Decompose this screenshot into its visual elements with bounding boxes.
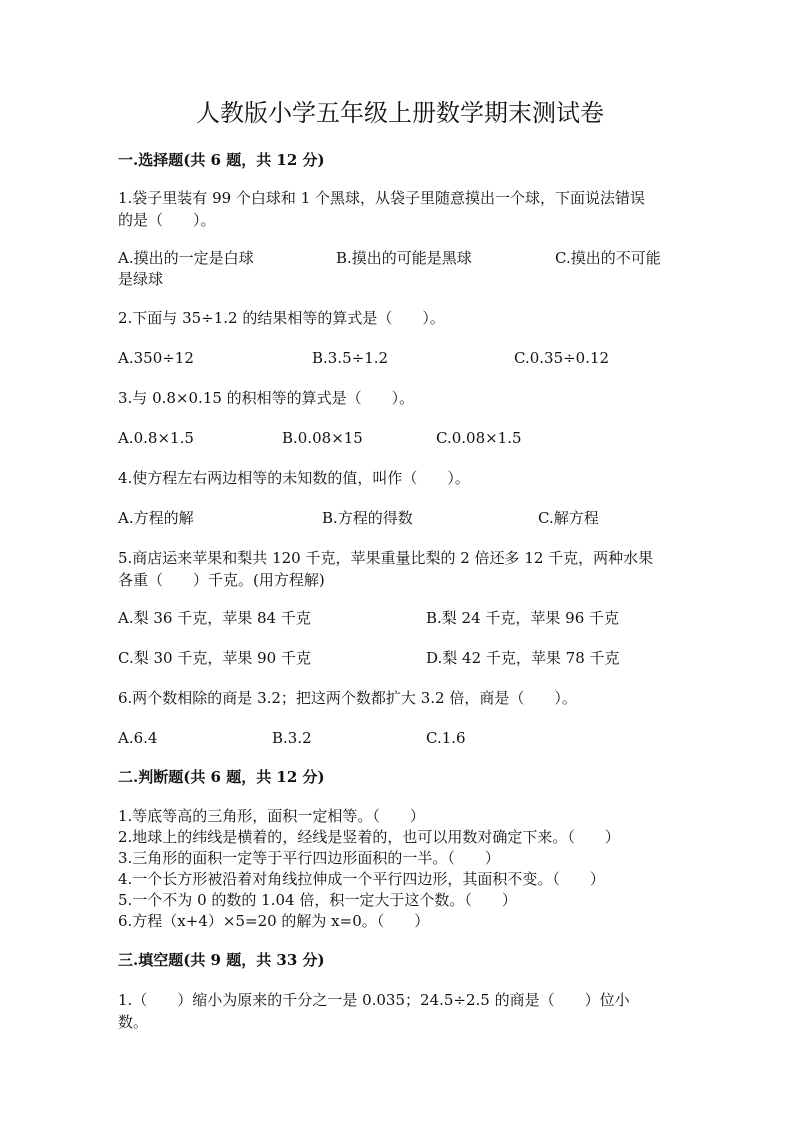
section-heading-fill: 三.填空题(共 9 题，共 33 分) bbox=[118, 951, 325, 969]
question-text: 的是（ ）。 bbox=[118, 211, 216, 229]
section-heading-choice: 一.选择题(共 6 题，共 12 分) bbox=[118, 151, 325, 169]
option-c: C.0.35÷0.12 bbox=[514, 349, 610, 367]
question-text: 数。 bbox=[118, 1013, 149, 1031]
option-a: A.6.4 bbox=[118, 729, 158, 747]
option-a: A.方程的解 bbox=[118, 509, 194, 527]
judgement-item: 1.等底等高的三角形，面积一定相等。（ ） bbox=[118, 807, 425, 825]
option-c-continued: 是绿球 bbox=[118, 270, 164, 288]
option-c: C.摸出的不可能 bbox=[555, 249, 661, 267]
option-a: A.摸出的一定是白球 bbox=[118, 249, 254, 267]
judgement-item: 3.三角形的面积一定等于平行四边形面积的一半。（ ） bbox=[118, 849, 500, 867]
option-a: A.梨 36 千克，苹果 84 千克 bbox=[118, 609, 311, 627]
judgement-item: 4.一个长方形被沿着对角线拉伸成一个平行四边形，其面积不变。（ ） bbox=[118, 870, 605, 888]
question-text: 5.商店运来苹果和梨共 120 千克，苹果重量比梨的 2 倍还多 12 千克，两种水果 bbox=[118, 549, 654, 567]
option-b: B.3.5÷1.2 bbox=[312, 349, 389, 367]
option-c: C.梨 30 千克，苹果 90 千克 bbox=[118, 649, 311, 667]
question-text: 2.下面与 35÷1.2 的结果相等的算式是（ ）。 bbox=[118, 309, 445, 327]
option-b: B.摸出的可能是黑球 bbox=[336, 249, 472, 267]
option-c: C.1.6 bbox=[426, 729, 466, 747]
option-c: C.0.08×1.5 bbox=[436, 429, 522, 447]
option-b: B.3.2 bbox=[272, 729, 312, 747]
question-text: 4.使方程左右两边相等的未知数的值，叫作（ ）。 bbox=[118, 469, 470, 487]
page-title: 人教版小学五年级上册数学期末测试卷 bbox=[196, 99, 604, 127]
question-text: 6.两个数相除的商是 3.2；把这两个数都扩大 3.2 倍，商是（ ）。 bbox=[118, 689, 577, 707]
option-a: A.350÷12 bbox=[118, 349, 194, 367]
question-text: 各重（ ）千克。(用方程解) bbox=[118, 571, 325, 589]
question-text: 1.袋子里装有 99 个白球和 1 个黑球，从袋子里随意摸出一个球，下面说法错误 bbox=[118, 189, 646, 207]
option-b: B.0.08×15 bbox=[282, 429, 363, 447]
question-text: 3.与 0.8×0.15 的积相等的算式是（ ）。 bbox=[118, 389, 415, 407]
option-b: B.方程的得数 bbox=[322, 509, 413, 527]
judgement-item: 2.地球上的纬线是横着的，经线是竖着的，也可以用数对确定下来。（ ） bbox=[118, 828, 620, 846]
option-d: D.梨 42 千克，苹果 78 千克 bbox=[426, 649, 620, 667]
option-c: C.解方程 bbox=[538, 509, 599, 527]
judgement-item: 5.一个不为 0 的数的 1.04 倍，积一定大于这个数。（ ） bbox=[118, 891, 517, 909]
question-text: 1.（ ）缩小为原来的千分之一是 0.035；24.5÷2.5 的商是（ ）位小 bbox=[118, 991, 630, 1009]
option-a: A.0.8×1.5 bbox=[118, 429, 194, 447]
option-b: B.梨 24 千克，苹果 96 千克 bbox=[426, 609, 620, 627]
section-heading-judgement: 二.判断题(共 6 题，共 12 分) bbox=[118, 768, 325, 786]
judgement-item: 6.方程（x+4）×5=20 的解为 x=0。（ ） bbox=[118, 912, 430, 930]
